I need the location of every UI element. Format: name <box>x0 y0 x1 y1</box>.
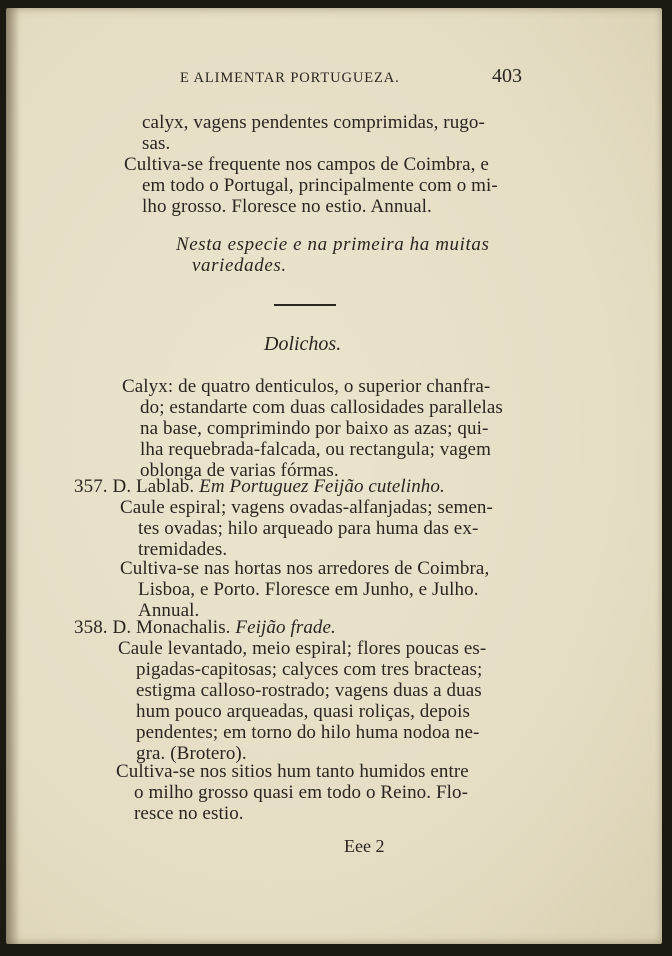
page-number: 403 <box>492 65 522 87</box>
text-line: gra. (Brotero). <box>136 743 247 764</box>
text-line: do; estandarte com duas callosidades parallelas <box>140 397 503 418</box>
book-page <box>6 8 662 944</box>
genus-heading: Dolichos. <box>264 333 342 355</box>
text-line: tremidades. <box>138 539 228 560</box>
text-line: Caule espiral; vagens ovadas-alfanjadas; semen- <box>120 497 493 518</box>
text-line: sas. <box>142 133 171 154</box>
text-line: Cultiva-se nas hortas nos arredores de Coimbra, <box>120 558 490 579</box>
species-name: D. Lablab. <box>112 476 195 497</box>
text-line: Calyx: de quatro denticulos, o superior chanfra- <box>122 376 491 397</box>
text-line: o milho grosso quasi em todo o Reino. Flo- <box>134 782 469 803</box>
species-name: D. Monachalis. <box>112 617 231 638</box>
text-line: lho grosso. Floresce no estio. Annual. <box>142 196 432 217</box>
section-rule <box>274 304 336 306</box>
text-line: Caule levantado, meio espiral; flores poucas es- <box>118 638 487 659</box>
text-line: Lisboa, e Porto. Floresce em Junho, e Julho. <box>138 579 479 600</box>
running-head: E ALIMENTAR PORTUGUEZA. <box>180 70 400 86</box>
text-line: na base, comprimindo por baixo as azas; qui- <box>140 418 489 439</box>
species-entry <box>74 617 336 638</box>
species-number: 357. <box>74 476 108 497</box>
spine-shadow <box>6 8 20 944</box>
text-line: em todo o Portugal, principalmente com o mi- <box>142 175 498 196</box>
note-line: Nesta especie e na primeira ha muitas <box>176 234 490 255</box>
species-entry <box>74 476 445 497</box>
text-line: Cultiva-se nos sitios hum tanto humidos entre <box>116 761 469 782</box>
text-line: tes ovadas; hilo arqueado para huma das ex- <box>138 518 479 539</box>
text-line: hum pouco arqueadas, quasi roliças, depois <box>136 701 470 722</box>
note-line: variedades. <box>192 255 287 276</box>
text-line: calyx, vagens pendentes comprimidas, rugo- <box>142 112 485 133</box>
text-line: lha requebrada-falcada, ou rectangula; vagem <box>140 439 491 460</box>
text-line: pigadas-capitosas; calyces com tres bracteas; <box>136 659 483 680</box>
common-name: Em Portuguez Feijão cutelinho. <box>199 476 445 497</box>
signature-mark: Eee 2 <box>344 836 385 856</box>
species-number: 358. <box>74 617 108 638</box>
text-line: resce no estio. <box>134 803 244 824</box>
text-line: oblonga de varias fórmas. <box>140 460 339 481</box>
text-line: pendentes; em torno do hilo huma nodoa ne- <box>136 722 480 743</box>
common-name: Feijão frade. <box>235 617 336 638</box>
text-line: Annual. <box>138 600 200 621</box>
text-line: Cultiva-se frequente nos campos de Coimbra, e <box>124 154 489 175</box>
text-line: estigma calloso-rostrado; vagens duas a duas <box>136 680 482 701</box>
